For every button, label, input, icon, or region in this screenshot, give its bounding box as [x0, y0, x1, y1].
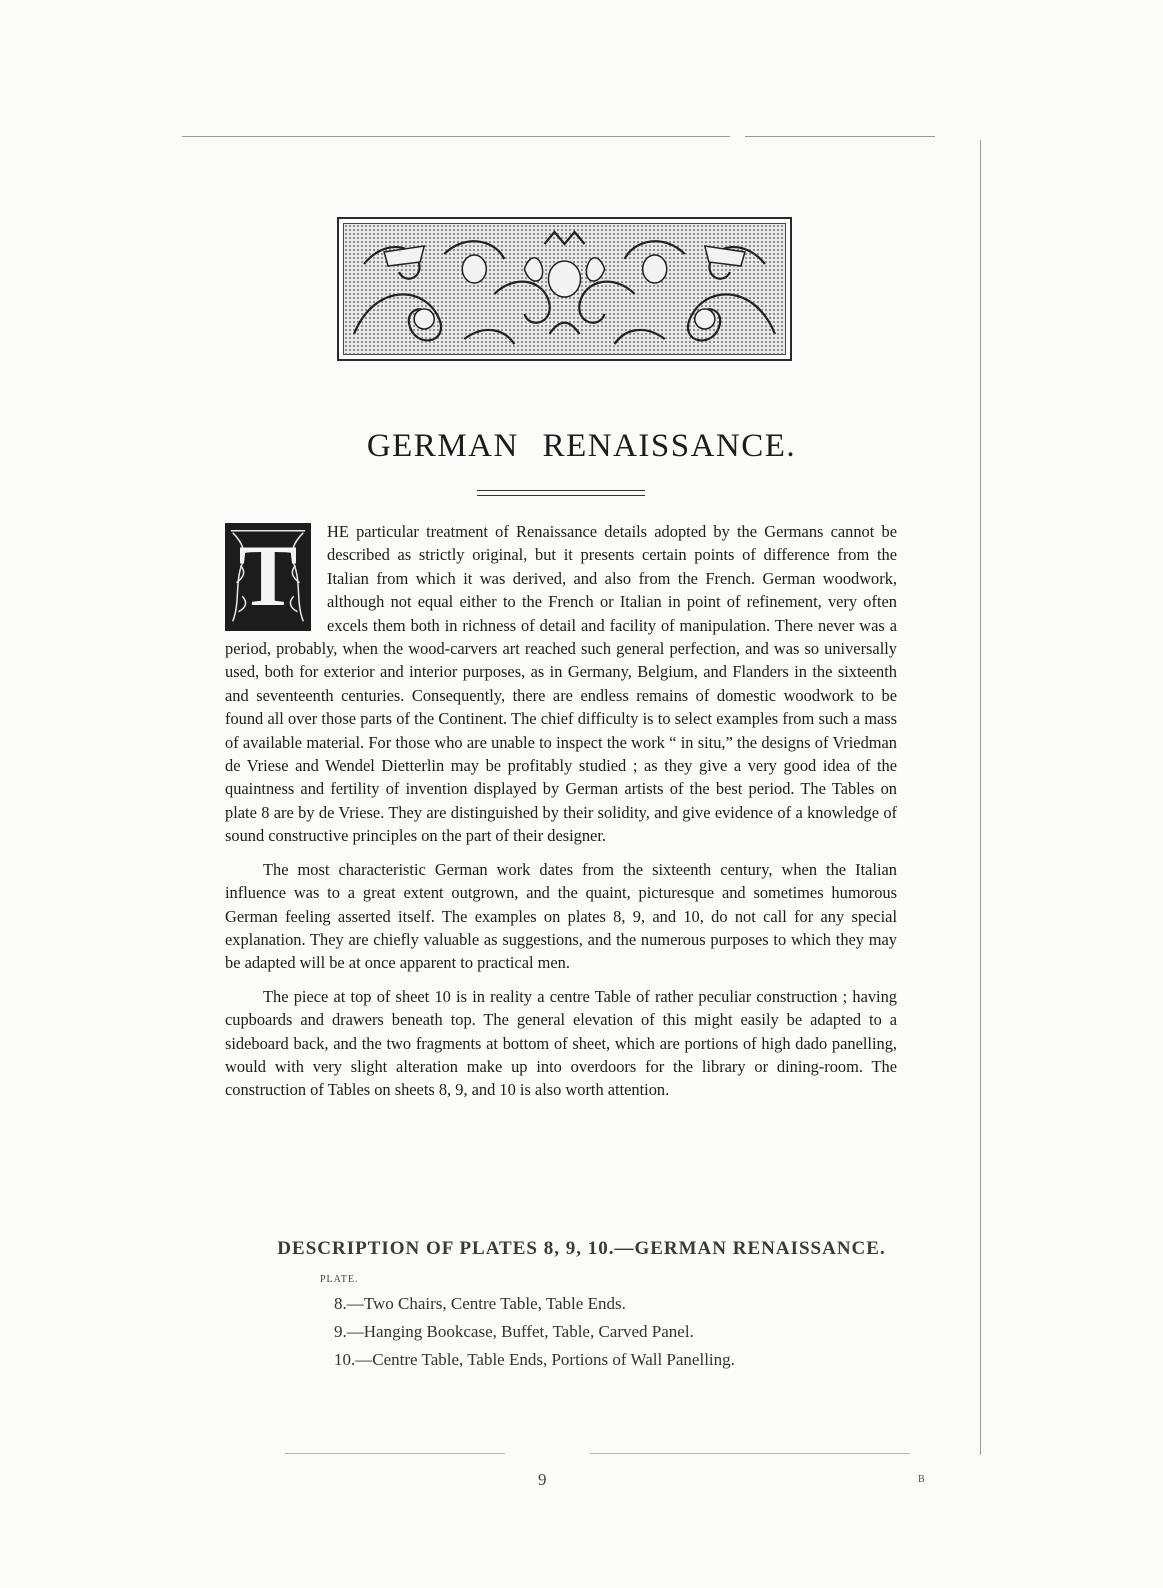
- drop-cap: [225, 523, 311, 631]
- plate-item-9: 9.—Hanging Bookcase, Buffet, Table, Carved Panel.: [334, 1322, 694, 1341]
- signature-mark: B: [918, 1474, 925, 1485]
- paragraph-1: [225, 520, 897, 848]
- bottom-rule-left: [285, 1453, 505, 1454]
- plate-item-10: 10.—Centre Table, Table Ends, Portions of Wall Panelling.: [334, 1350, 735, 1369]
- page-title: GERMAN RENAISSANCE.: [366, 428, 797, 464]
- plate-label: PLATE.: [320, 1274, 359, 1285]
- paragraph-1-text: HE particular treatment of Renaissance details adopted by the Germans cannot be described as strictly original, but it presents certain points of difference from the Italian from which it was derived, and also from the French. German woodwork, although not equal either to the French or Italian in point of refinement, very often excels them both in richness of detail and facility of manipulation. There never was a period, probably, when the wood-carvers art reached such general perfection, and was so universally used, both for exterior and interior purposes, as in Germany, Belgium, and Flanders in the sixteenth and seventeenth centuries. Consequently, there are endless remains of domestic woodwork to be found all over those parts of the Continent. The chief difficulty is to select examples from such a mass of available material. For those who are unable to inspect the work “ in situ,” the designs of Vriedman de Vriese and Wendel Dietterlin may be profitably studied ; as they give a very good idea of the quaintness and fertility of invention displayed by German artists of the best period. The Tables on plate 8 are by de Vriese. They are distinguished by their solidity, and give evidence of a knowledge of sound constructive principles on the part of their designer.: [225, 522, 897, 846]
- banner-engraving: [343, 223, 786, 355]
- renaissance-ornament-icon: [344, 224, 785, 354]
- plate-list: [334, 1290, 735, 1374]
- ornamental-header-banner: [337, 217, 792, 361]
- top-rule-right: [745, 136, 935, 137]
- bottom-rule-right: [590, 1453, 910, 1454]
- drop-cap-letter: T: [238, 528, 298, 625]
- title-double-rule: [477, 490, 645, 496]
- top-rule-left: [182, 136, 730, 137]
- plates-heading: DESCRIPTION OF PLATES 8, 9, 10.—GERMAN RENAISSANCE.: [277, 1238, 886, 1259]
- plate-item-8: 8.—Two Chairs, Centre Table, Table Ends.: [334, 1294, 626, 1313]
- paragraph-3: The piece at top of sheet 10 is in reality a centre Table of rather peculiar construction ; having cupboards and drawers beneath top. The general elevation of this might easily be adapted to a sideboard back, and the two fragments at bottom of sheet, which are portions of high dado panelling, would with very slight alteration make up into overdoors for the library or dining-room. The construction of Tables on sheets 8, 9, and 10 is also worth attention.: [225, 986, 897, 1100]
- paragraph-2: The most characteristic German work dates from the sixteenth century, when the Italian influence was to a great extent outgrown, and the quaint, picturesque and sometimes humorous German feeling asserted itself. The examples on plates 8, 9, and 10, do not call for any special explanation. They are chiefly valuable as suggestions, and the numerous purposes to which they may be adapted will be at once apparent to practical men.: [225, 859, 897, 973]
- body-text: [225, 520, 897, 1112]
- page-number: 9: [538, 1470, 547, 1489]
